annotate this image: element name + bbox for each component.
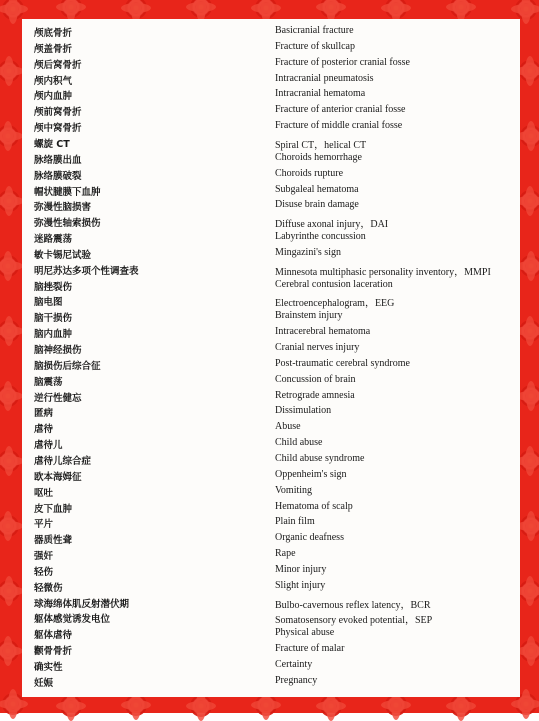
english-term: Brainstem injury [275,310,343,322]
glossary-entry [22,247,520,263]
glossary-entry [22,215,520,231]
english-term: Vomiting [275,484,313,496]
glossary-entry [22,611,520,627]
hibiscus-icon [60,0,82,18]
glossary-entry [22,390,520,406]
chinese-term: 螺旋 CT [34,138,70,150]
hibiscus-icon [520,640,539,662]
glossary-entry [22,326,520,342]
chinese-term: 欧本海姆征 [34,471,82,483]
english-term: Pregnancy [275,674,318,686]
english-term: Cerebral contusion laceration [275,278,393,290]
chinese-term: 脑干损伤 [34,313,73,325]
chinese-term: 虐待儿 [34,440,63,452]
english-term: Intracerebral hematoma [275,326,371,338]
hibiscus-icon [125,0,147,19]
chinese-term: 脉络膜破裂 [34,170,82,182]
hibiscus-icon [0,450,20,472]
hibiscus-icon [0,60,20,82]
english-term: Intracranial hematoma [275,88,366,100]
glossary-entry [22,199,520,215]
hibiscus-icon [0,385,19,407]
english-term: Dissimulation [275,405,332,417]
glossary-entry [22,231,520,247]
english-term: Certainty [275,659,313,670]
english-term: Mingazini's sign [275,246,341,258]
glossary-entry [22,627,520,643]
chinese-term: 脑震荡 [34,376,63,388]
hibiscus-icon [519,580,539,602]
chinese-term: 轻微伤 [34,582,63,594]
english-term: Fracture of middle cranial fosse [275,120,403,132]
glossary-entry [22,263,520,279]
english-term: Minor injury [275,563,327,575]
glossary-entry [22,485,520,501]
glossary-entry [22,152,520,168]
chinese-term: 匿病 [34,408,54,420]
glossary-entry [22,469,520,485]
chinese-term: 妊娠 [34,677,54,689]
hibiscus-icon [385,0,407,19]
hibiscus-icon [520,385,539,407]
glossary-entry [22,294,520,310]
chinese-term: 虐待 [34,424,54,436]
hibiscus-icon [450,0,472,18]
english-term: Cranial nerves injury [275,342,360,353]
chinese-term: 明尼苏达多项个性调查表 [34,265,139,277]
glossary-entry [22,358,520,374]
glossary-entry [22,104,520,120]
english-term: Plain film [275,516,315,528]
chinese-term: 帽状腱膜下血肿 [34,186,101,198]
english-term: Spiral CT，helical CT [275,139,367,151]
glossary-entry [22,374,520,390]
english-term: Post-traumatic cerebral syndrome [275,357,410,369]
chinese-term: 敏卡锡尼试验 [34,249,92,261]
glossary-entry [22,548,520,564]
glossary-entry [22,136,520,152]
chinese-term: 颅盖骨折 [34,43,73,55]
chinese-term: 迷路震荡 [34,234,73,246]
chinese-term: 脉络膜出血 [34,154,82,166]
english-term: Bulbo-cavernous reflex latency，BCR [275,599,431,611]
glossary-entry [22,437,520,453]
english-term: Somatosensory evoked potential，SEP [275,615,433,627]
english-term: Concussion of brain [275,373,356,385]
english-term: Organic deafness [275,532,344,544]
english-term: Hematoma of scalp [275,500,353,512]
hibiscus-icon [520,515,539,537]
chinese-term: 呕吐 [34,487,54,499]
glossary-entry [22,516,520,532]
chinese-term: 确实性 [34,662,63,673]
english-term: Slight injury [275,579,326,591]
english-term: Minnesota multiphasic personality inventory，MMPI [275,266,491,278]
chinese-term: 球海绵体肌反射潜伏期 [34,598,130,610]
chinese-term: 颧骨骨折 [34,646,73,658]
hibiscus-icon [2,0,24,20]
glossary-entry [22,421,520,437]
hibiscus-icon [190,695,212,717]
english-term: Child abuse [275,437,323,449]
glossary-entry [22,310,520,326]
glossary-entry [22,532,520,548]
chinese-term: 脑内血肿 [34,329,73,341]
glossary-entry [22,405,520,421]
chinese-term: 逆行性健忘 [34,392,82,404]
english-term: Oppenheim's sign [275,468,347,480]
chinese-term: 颅底骨折 [34,28,73,39]
english-term: Fracture of malar [275,643,345,655]
english-term: Choroids hemorrhage [275,151,362,163]
hibiscus-icon [515,0,537,20]
glossary-entry [22,120,520,136]
hibiscus-icon [519,190,539,212]
glossary-entry [22,564,520,580]
hibiscus-icon [0,580,20,602]
english-term: Fracture of posterior cranial fosse [275,56,410,68]
glossary-entry [22,25,520,41]
hibiscus-icon [0,255,19,277]
hibiscus-icon [520,255,539,277]
english-term: Basicranial fracture [275,25,354,36]
chinese-term: 弥漫性脑损害 [34,202,92,214]
english-term: Disuse brain damage [275,199,359,211]
glossary-entry [22,279,520,295]
hibiscus-icon [0,515,19,537]
glossary-entry [22,342,520,358]
english-term: Choroids rupture [275,167,344,179]
glossary-entry [22,88,520,104]
hibiscus-icon [0,125,19,147]
english-term: Retrograde amnesia [275,389,355,401]
hibiscus-icon [519,450,539,472]
hibiscus-icon [320,695,342,717]
chinese-term: 平片 [34,519,54,531]
chinese-term: 轻伤 [34,566,54,578]
chinese-term: 皮下血肿 [34,503,73,515]
glossary-entry [22,659,520,675]
hibiscus-icon [519,320,539,342]
chinese-term: 躯体虐待 [34,630,73,642]
english-term: Subgaleal hematoma [275,183,359,195]
hibiscus-icon [2,693,24,715]
glossary-entry [22,184,520,200]
chinese-term: 颅中窝骨折 [34,123,82,135]
english-term: Child abuse syndrome [275,452,365,464]
hibiscus-icon [0,320,20,342]
chinese-term: 颅内血肿 [34,91,73,103]
glossary-entry [22,675,520,691]
hibiscus-icon [60,695,82,717]
glossary-page [22,19,520,697]
glossary-entry [22,643,520,659]
english-term: Rape [275,548,296,560]
english-term: Labyrinthe concussion [275,231,366,243]
english-term: Electroencephalogram，EEG [275,298,395,310]
hibiscus-icon [190,0,212,18]
chinese-term: 颅内积气 [34,75,73,87]
glossary-entry [22,73,520,89]
english-term: Abuse [275,421,301,433]
hibiscus-icon [519,60,539,82]
english-term: Physical abuse [275,627,335,639]
chinese-term: 脑电图 [34,297,63,309]
hibiscus-icon [0,190,20,212]
english-term: Fracture of anterior cranial fosse [275,104,406,116]
hibiscus-icon [320,0,342,18]
english-term: Intracranial pneumatosis [275,72,374,84]
chinese-term: 脑损伤后综合征 [34,360,101,372]
chinese-term: 脑挫裂伤 [34,281,73,293]
chinese-term: 器质性聋 [34,535,73,547]
glossary-entry [22,501,520,517]
chinese-term: 脑神经损伤 [34,345,82,356]
english-term: Fracture of skullcap [275,40,355,52]
chinese-term: 虐待儿综合症 [34,455,92,467]
chinese-term: 躯体感觉诱发电位 [34,614,111,626]
english-term: Diffuse axonal injury，DAI [275,219,389,231]
hibiscus-icon [0,640,19,662]
glossary-entry [22,41,520,57]
chinese-term: 颅前窝骨折 [34,107,82,119]
glossary-entry [22,57,520,73]
hibiscus-icon [450,695,472,717]
hibiscus-icon [520,125,539,147]
glossary-entry [22,453,520,469]
glossary-entry [22,580,520,596]
glossary-entry [22,168,520,184]
chinese-term: 强奸 [34,551,54,563]
chinese-term: 弥漫性轴索损伤 [34,218,101,230]
hibiscus-icon [255,0,277,19]
chinese-term: 颅后窝骨折 [34,59,82,71]
glossary-entry [22,596,520,612]
